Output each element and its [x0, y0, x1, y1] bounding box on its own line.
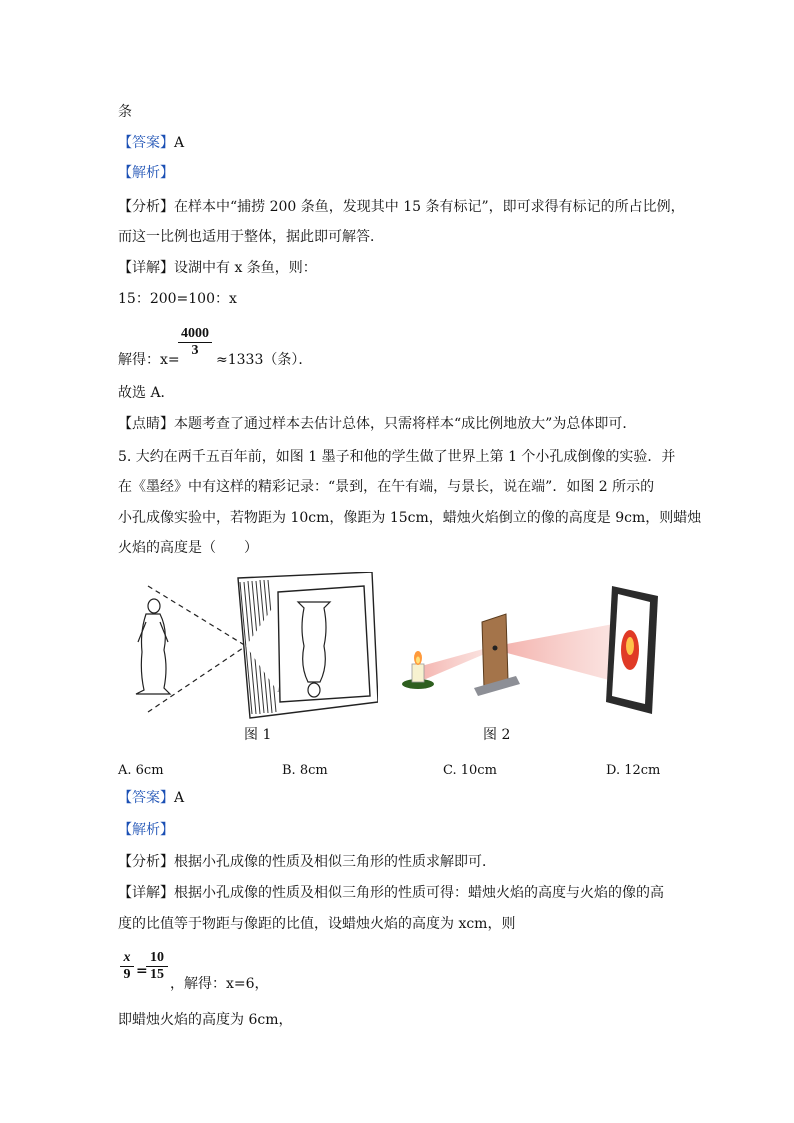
- fraction-numerator: 4000: [181, 326, 209, 341]
- analysis-heading: 【解析】: [118, 822, 174, 838]
- equals-sign: =: [136, 963, 148, 979]
- fraction-numerator: x: [123, 950, 131, 965]
- analysis-tag: 【分析】: [118, 854, 174, 870]
- detail-text: 设湖中有 x 条鱼，则：: [174, 260, 317, 276]
- question-line: 火焰的高度是（ ）: [118, 540, 258, 556]
- answer-tag: 【答案】: [118, 135, 174, 151]
- figure-2-illustration: [396, 584, 658, 714]
- choice-line: 故选 A．: [118, 385, 175, 401]
- fraction: [146, 950, 168, 983]
- answer-line: [118, 788, 184, 808]
- solution-suffix: ≈1333（条）．: [216, 352, 313, 368]
- comment-text: 本题考查了通过样本去估计总体，只需将样本“成比例地放大”为总体即可．: [174, 416, 637, 432]
- question-line: 5. 大约在两千五百年前，如图 1 墨子和他的学生做了世界上第 1 个小孔成倒像的实验．并: [118, 449, 676, 465]
- option-a: A. 6cm: [118, 763, 164, 778]
- option-c: C. 10cm: [443, 763, 497, 778]
- analysis-text: 根据小孔成像的性质及相似三角形的性质求解即可．: [174, 854, 496, 870]
- detail-text: 根据小孔成像的性质及相似三角形的性质可得：蜡烛火焰的高度与火焰的像的高: [174, 885, 664, 901]
- detail-line: [118, 883, 664, 903]
- analysis-text-2: 而这一比例也适用于整体，据此即可解答．: [118, 229, 384, 245]
- question-line: 小孔成像实验中，若物距为 10cm，像距为 15cm，蜡烛火焰倒立的像的高度是 9cm，则蜡烛: [118, 510, 702, 526]
- analysis-heading: 【解析】: [118, 165, 174, 181]
- figure-1-caption: 图 1: [244, 727, 272, 743]
- option-d: D. 12cm: [606, 763, 661, 778]
- comment-line: [118, 414, 636, 434]
- conclusion-line: 即蜡烛火焰的高度为 6cm，: [118, 1012, 293, 1028]
- fraction-denominator: 15: [150, 967, 164, 982]
- fraction-numerator: 10: [150, 950, 164, 965]
- answer-tag: 【答案】: [118, 790, 174, 806]
- fraction: [120, 950, 134, 983]
- fraction-denominator: 3: [191, 343, 199, 358]
- detail-text-2: 度的比值等于物距与像距的比值，设蜡烛火焰的高度为 xcm，则: [118, 916, 516, 932]
- fraction: [178, 326, 212, 359]
- analysis-line: [118, 197, 685, 217]
- text-line: 条: [118, 104, 132, 120]
- answer-value: A: [174, 135, 185, 151]
- detail-tag: 【详解】: [118, 260, 174, 276]
- answer-line: [118, 133, 184, 153]
- detail-line: [118, 258, 317, 278]
- option-b: B. 8cm: [282, 763, 328, 778]
- figure-1-illustration: [128, 572, 378, 720]
- question-line: 在《墨经》中有这样的精彩记录：“景到，在午有端，与景长，说在端”．如图 2 所示的: [118, 479, 655, 495]
- fraction-denominator: 9: [123, 967, 131, 982]
- answer-value: A: [174, 790, 185, 806]
- solution-text: ，解得：x=6，: [170, 976, 269, 992]
- analysis-text: 在样本中“捕捞 200 条鱼，发现其中 15 条有标记”，即可求得有标记的所占比例，: [174, 199, 685, 215]
- figure-2-caption: 图 2: [483, 727, 511, 743]
- analysis-line: [118, 852, 496, 872]
- comment-tag: 【点睛】: [118, 416, 174, 432]
- detail-tag: 【详解】: [118, 885, 174, 901]
- equation-line: 15：200=100：x: [118, 291, 237, 307]
- analysis-tag: 【分析】: [118, 199, 174, 215]
- solution-prefix: 解得：x=: [118, 352, 180, 368]
